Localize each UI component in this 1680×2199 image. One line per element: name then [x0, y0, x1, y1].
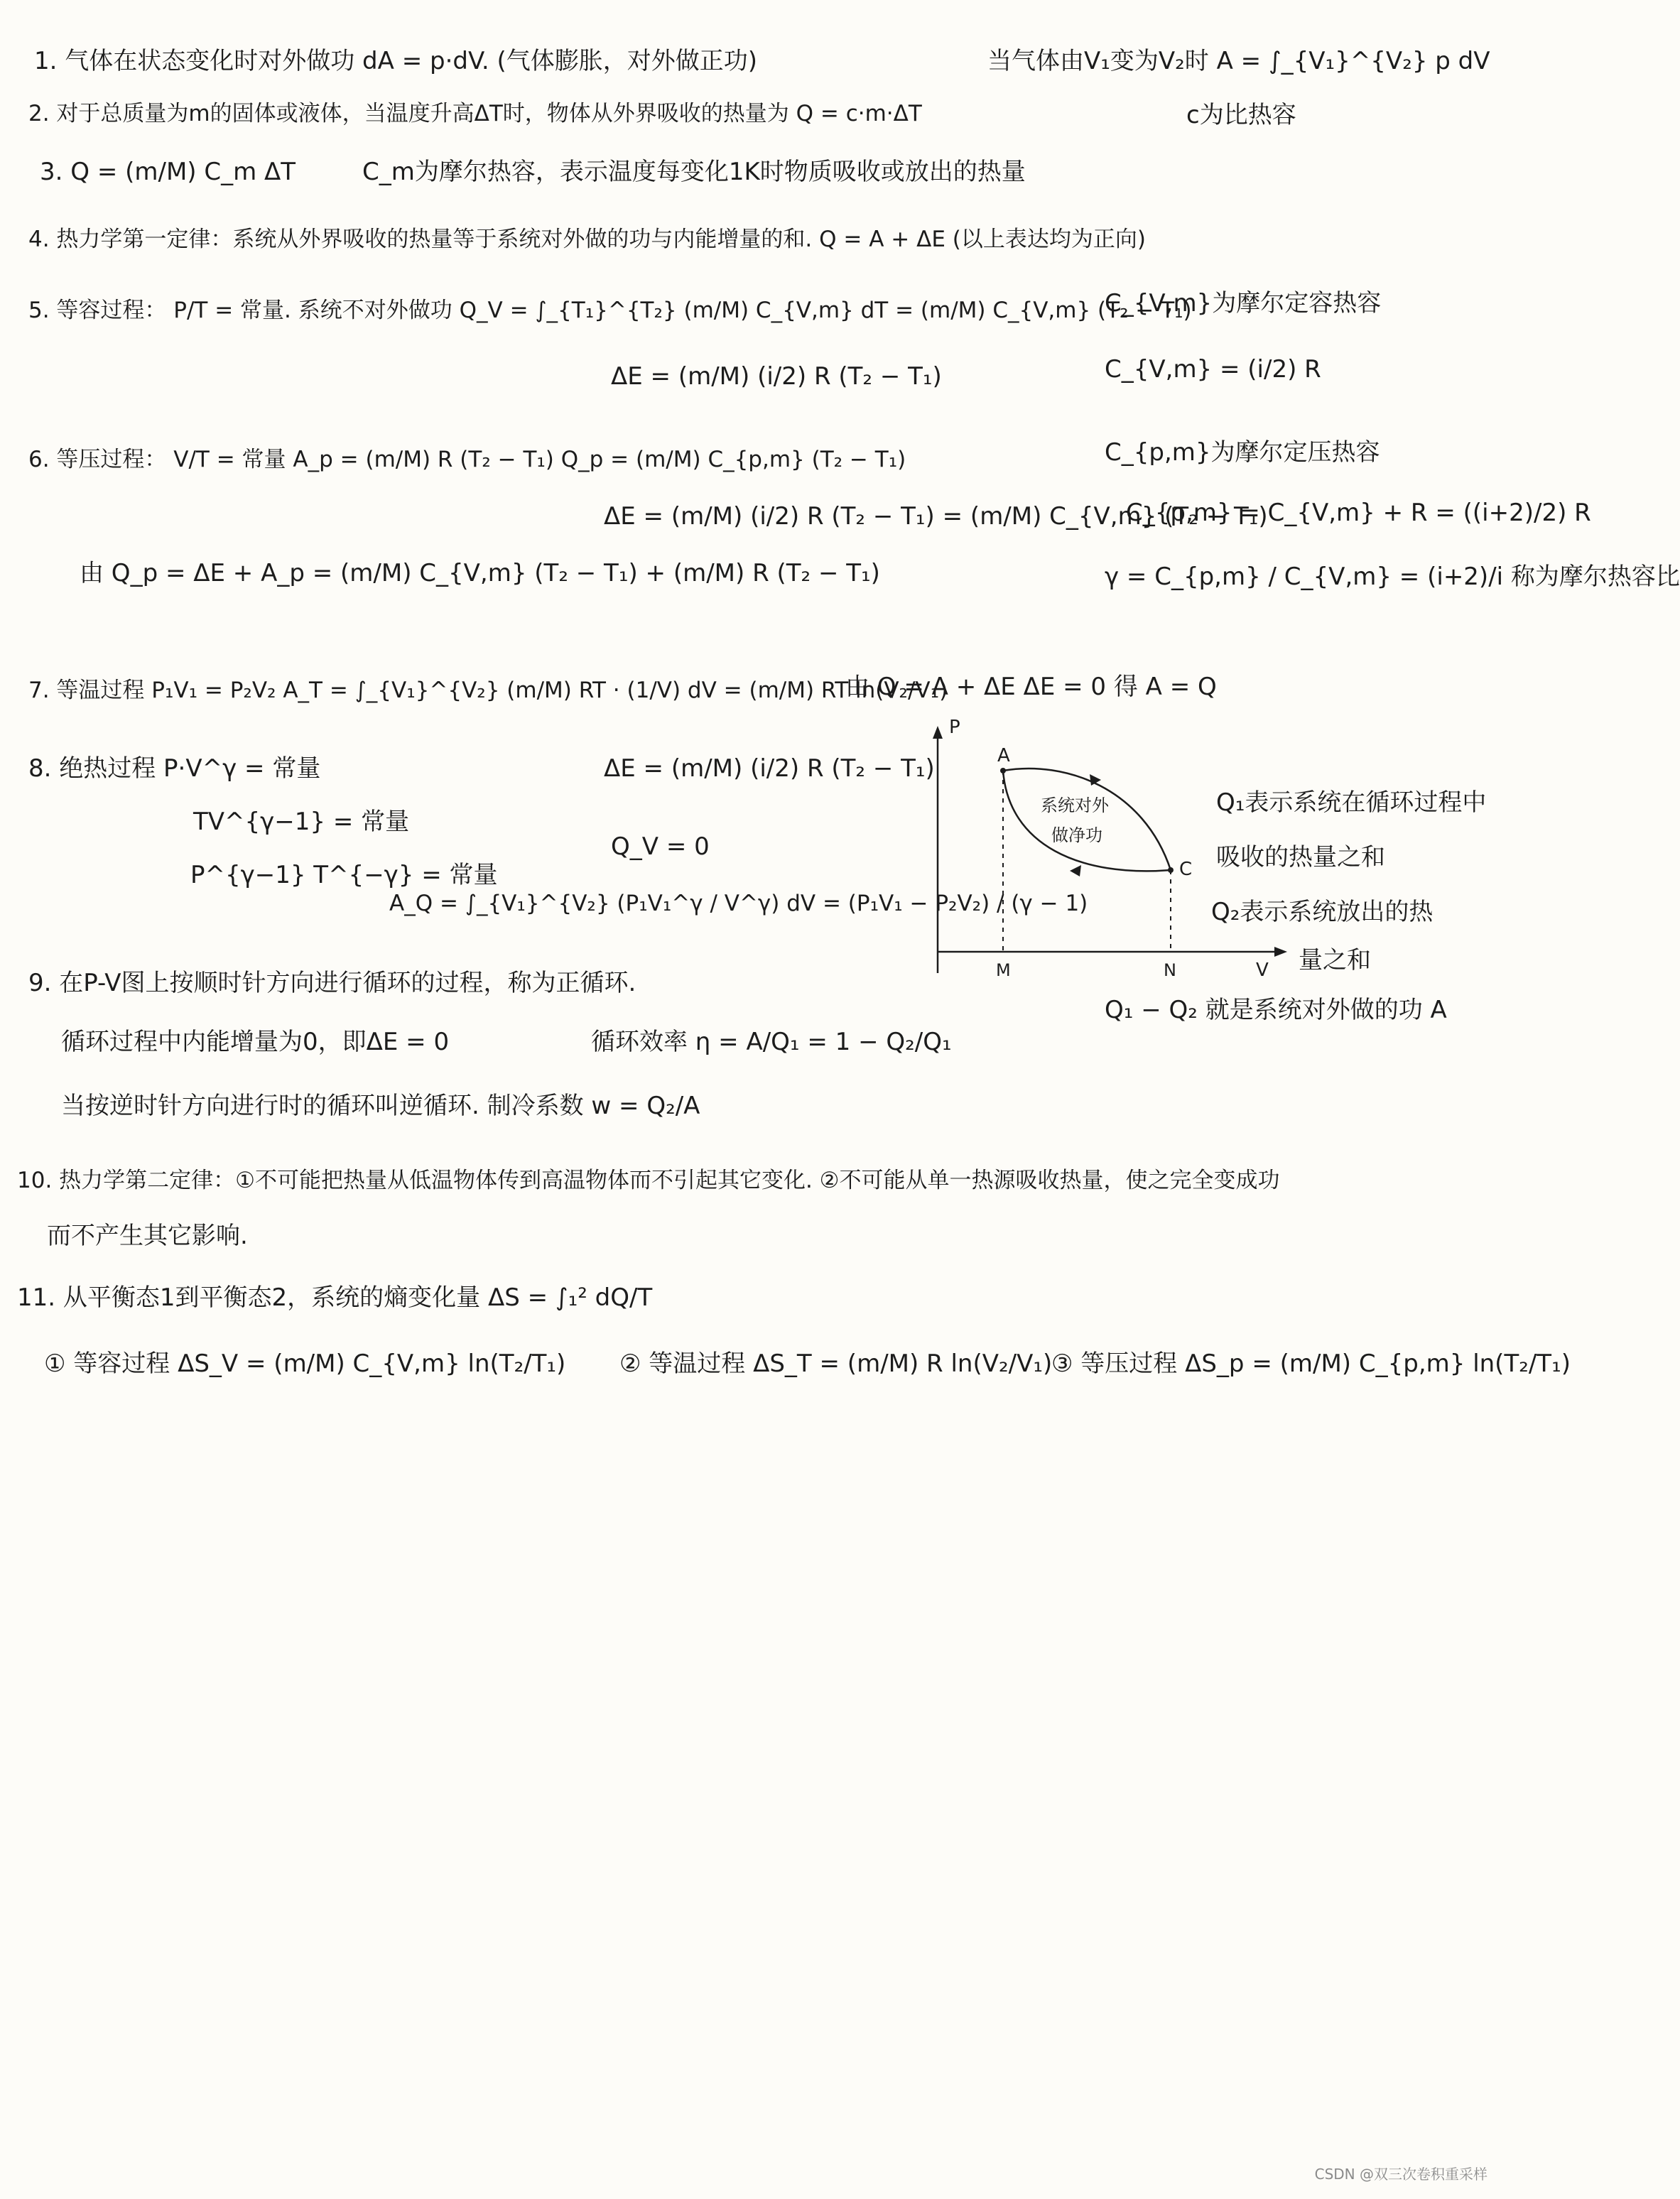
q2-note-2: 量之和	[1299, 946, 1371, 974]
item-1-text: 1. 气体在状态变化时对外做功 dA = p·dV. (气体膨胀，对外做正功)	[34, 47, 757, 75]
point-n-label: N	[1164, 960, 1176, 980]
item-10-text-2: 而不产生其它影响.	[47, 1222, 248, 1250]
item-11-isochoric: ① 等容过程 ΔS_V = (m/M) C_{V,m} ln(T₂/T₁)	[44, 1350, 566, 1378]
item-2-text: 2. 对于总质量为m的固体或液体，当温度升高ΔT时，物体从外界吸收的热量为 Q = c·m·ΔT	[28, 101, 922, 126]
item-7-text: 7. 等温过程 P₁V₁ = P₂V₂ A_T = ∫_{V₁}^{V₂} (m/M) RT · (1/V) dV = (m/M) RT ln(V₂/V₁)	[28, 678, 948, 703]
item-6-delta-e: ΔE = (m/M) (i/2) R (T₂ − T₁) = (m/M) C_{V,m} (T₂ − T₁)	[604, 502, 1268, 531]
q1-note: Q₁表示系统在循环过程中	[1216, 788, 1487, 817]
item-11-isothermal: ② 等温过程 ΔS_T = (m/M) R ln(V₂/V₁)	[619, 1350, 1053, 1378]
item-8-delta-e: ΔE = (m/M) (i/2) R (T₂ − T₁)	[604, 754, 935, 783]
item-9-efficiency: 循环效率 η = A/Q₁ = 1 − Q₂/Q₁	[591, 1028, 952, 1056]
point-m-label: M	[996, 960, 1011, 980]
item-4-text: 4. 热力学第一定律：系统从外界吸收的热量等于系统对外做的功与内能增量的和. Q = A + ΔE (以上表达均为正向)	[28, 227, 1146, 252]
item-2-note: c为比热容	[1186, 101, 1296, 129]
p-axis-label: P	[949, 717, 960, 738]
item-11-text: 11. 从平衡态1到平衡态2，系统的熵变化量 ΔS = ∫₁² dQ/T	[17, 1283, 653, 1312]
cycle-inner-text-1: 系统对外	[1041, 796, 1109, 815]
q2-note: Q₂表示系统放出的热	[1211, 898, 1434, 926]
item-5-text: 5. 等容过程： P/T = 常量. 系统不对外做功 Q_V = ∫_{T₁}^{T₂} (m/M) C_{V,m} dT = (m/M) C_{V,m} (T₂ − T₁)	[28, 298, 1192, 323]
item-9-delta-e: 循环过程中内能增量为0，即ΔE = 0	[61, 1028, 450, 1056]
v-axis-label: V	[1256, 960, 1269, 981]
item-6-text: 6. 等压过程： V/T = 常量 A_p = (m/M) R (T₂ − T₁) Q_p = (m/M) C_{p,m} (T₂ − T₁)	[28, 447, 906, 472]
item-9-text: 9. 在P-V图上按顺时针方向进行循环的过程，称为正循环.	[28, 969, 636, 997]
item-6-cpm: C_{p,m} = C_{V,m} + R = ((i+2)/2) R	[1126, 499, 1591, 527]
point-a-label: A	[997, 745, 1010, 766]
item-9-reverse: 当按逆时针方向进行时的循环叫逆循环. 制冷系数 w = Q₂/A	[61, 1092, 700, 1120]
item-10-text: 10. 热力学第二定律：①不可能把热量从低温物体传到高温物体而不引起其它变化. ②不可能从单一热源吸收热量，使之完全变成功	[17, 1168, 1280, 1193]
item-7-note: 由 Q = A + ΔE ΔE = 0 得 A = Q	[845, 673, 1217, 701]
item-5-cvm: C_{V,m} = (i/2) R	[1105, 355, 1321, 384]
watermark: CSDN @双三次卷积重采样	[1314, 2166, 1487, 2183]
q1-note-2: 吸收的热量之和	[1216, 843, 1385, 872]
item-8-title: 8. 绝热过程 P·V^γ = 常量	[28, 754, 321, 783]
net-work-note: Q₁ − Q₂ 就是系统对外做的功 A	[1105, 996, 1447, 1024]
item-6-note: C_{p,m}为摩尔定压热容	[1105, 438, 1380, 467]
item-6-qp: 由 Q_p = ΔE + A_p = (m/M) C_{V,m} (T₂ − T₁) + (m/M) R (T₂ − T₁)	[80, 559, 880, 587]
item-11-isobaric: ③ 等压过程 ΔS_p = (m/M) C_{p,m} ln(T₂/T₁)	[1051, 1350, 1571, 1378]
item-3-formula: 3. Q = (m/M) C_m ΔT	[40, 158, 296, 186]
item-1-formula: 当气体由V₁变为V₂时 A = ∫_{V₁}^{V₂} p dV	[987, 47, 1490, 75]
cycle-inner-text-2: 做净功	[1051, 825, 1102, 845]
point-c-label: C	[1179, 859, 1193, 880]
item-3-note: C_m为摩尔热容，表示温度每变化1K时物质吸收或放出的热量	[362, 158, 1026, 186]
item-8-aq: A_Q = ∫_{V₁}^{V₂} (P₁V₁^γ / V^γ) dV = (P₁V₁ − P₂V₂) / (γ − 1)	[389, 891, 1088, 916]
item-5-note: C_{V,m}为摩尔定容热容	[1105, 289, 1382, 317]
item-8-pt: P^{γ−1} T^{−γ} = 常量	[190, 861, 498, 889]
item-8-qv: Q_V = 0	[611, 832, 710, 861]
item-5-delta-e: ΔE = (m/M) (i/2) R (T₂ − T₁)	[611, 362, 942, 391]
item-8-tv: TV^{γ−1} = 常量	[193, 808, 410, 836]
item-6-gamma: γ = C_{p,m} / C_{V,m} = (i+2)/i 称为摩尔热容比	[1105, 563, 1680, 591]
